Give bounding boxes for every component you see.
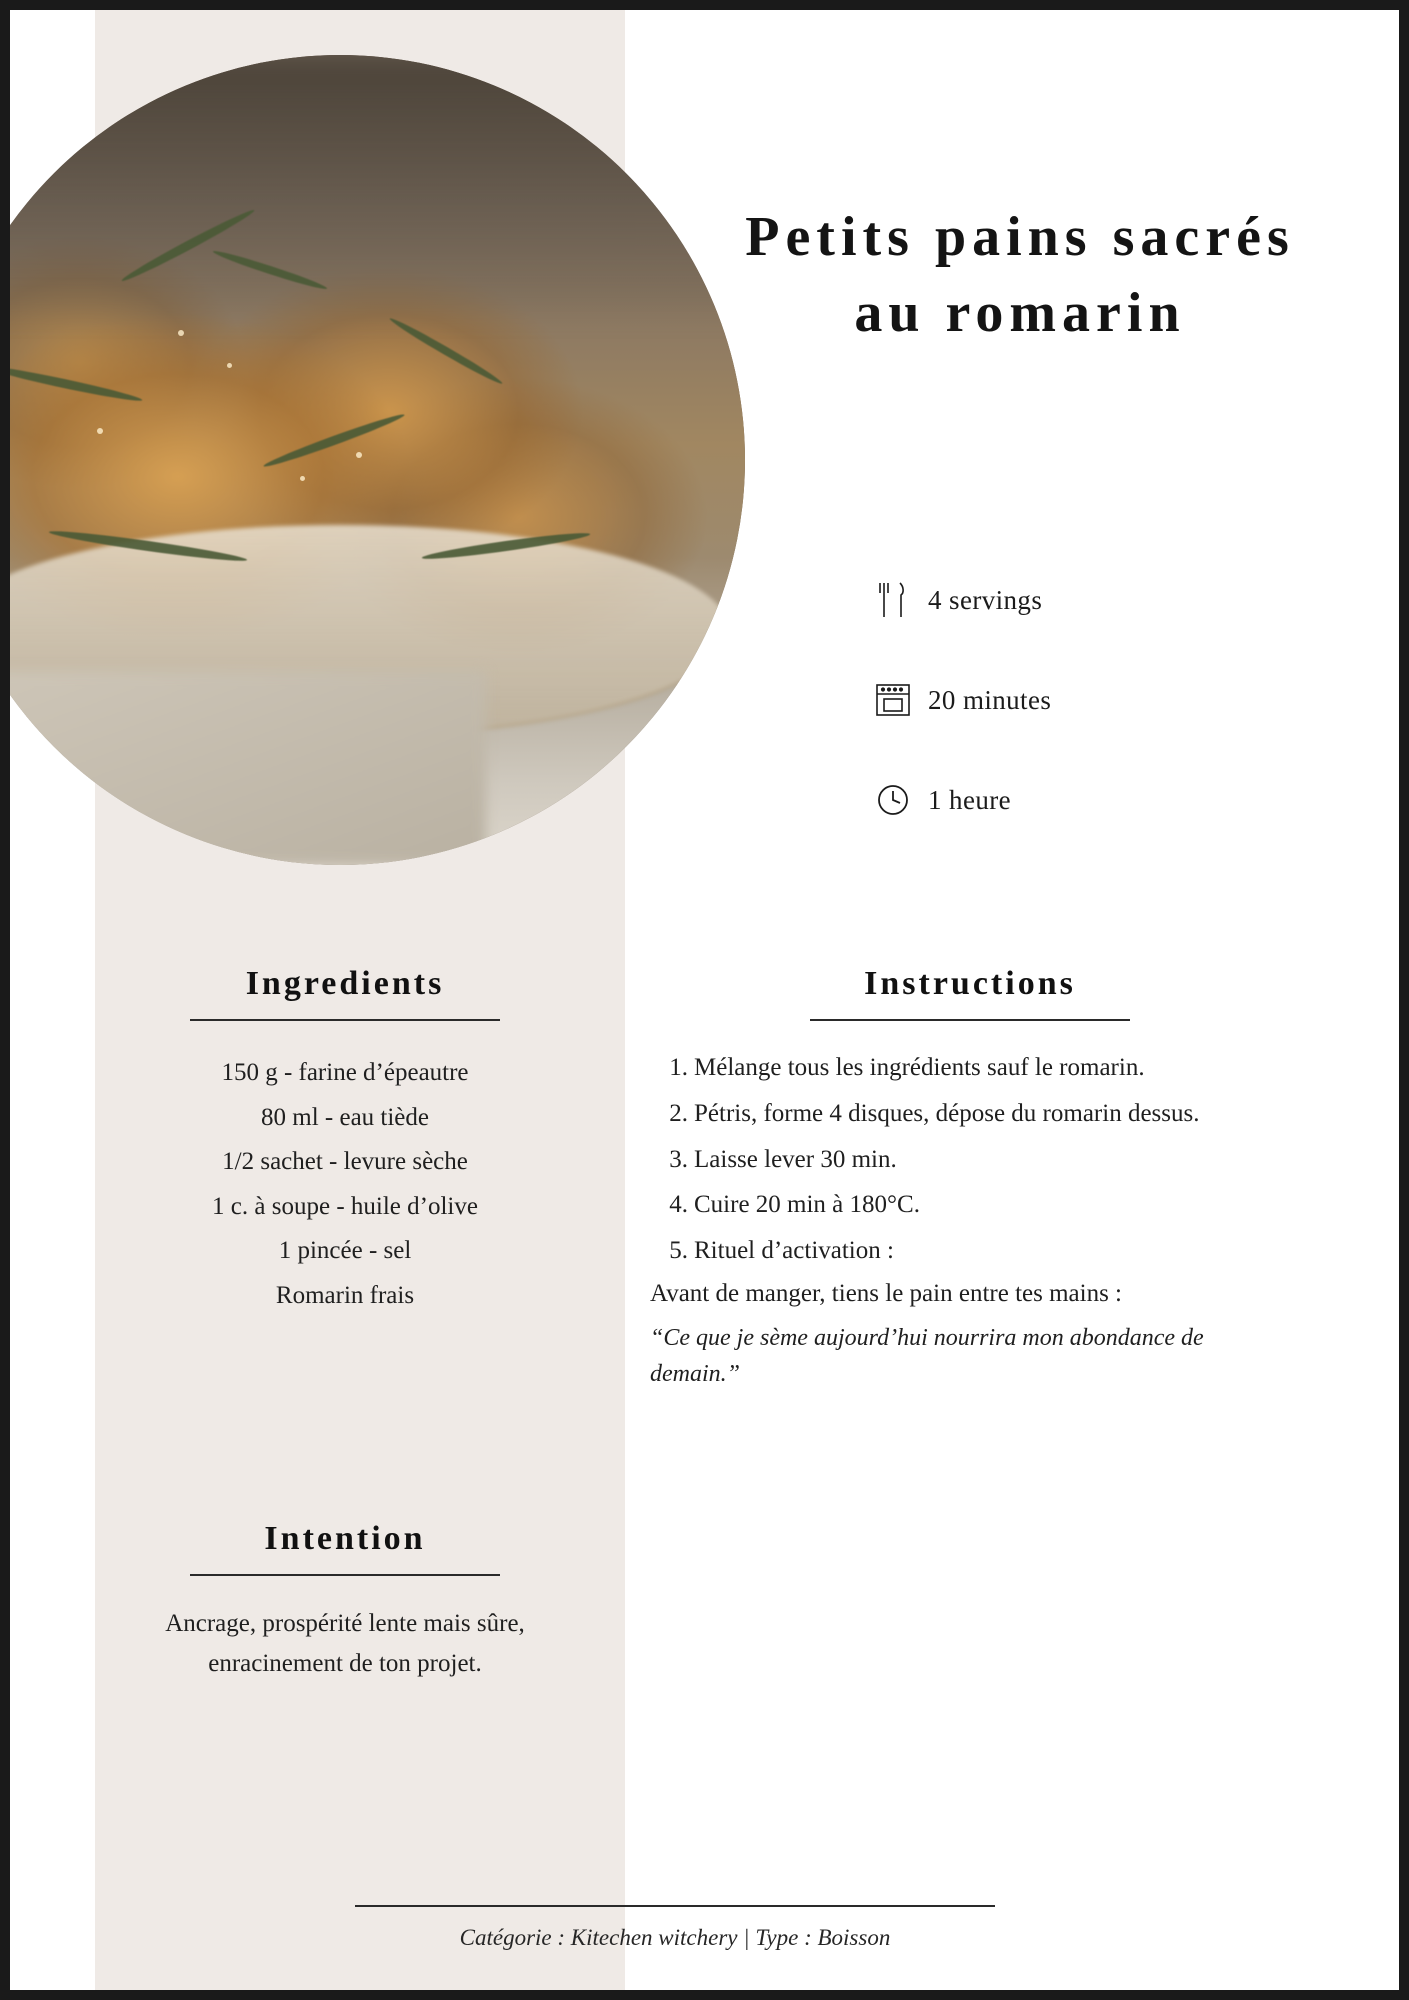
step-text: Pétris, forme 4 disques, dépose du romarin dessus.	[694, 1099, 1200, 1127]
meta-text-servings: 4 servings	[928, 584, 1043, 615]
seed-speck	[300, 476, 305, 481]
instructions-divider	[810, 1019, 1130, 1021]
step-number: 1.	[669, 1054, 688, 1081]
list-item: 1 c. à soupe - huile d’olive	[212, 1192, 478, 1220]
seed-speck	[97, 428, 103, 434]
ingredients-divider	[190, 1019, 500, 1021]
meta-row-baketime	[870, 650, 1300, 750]
intention-heading: Intention	[264, 1520, 426, 1557]
recipe-meta	[870, 550, 1300, 850]
oven-icon	[870, 677, 916, 723]
instructions-list	[650, 1051, 1290, 1268]
intention-text: Ancrage, prospérité lente mais sûre, enracinement de ton projet.	[165, 1610, 525, 1677]
step-text: Cuire 20 min à 180°C.	[694, 1191, 920, 1219]
step-text: Laisse lever 30 min.	[694, 1145, 897, 1173]
list-item	[650, 1097, 1290, 1131]
list-item: 150 g - farine d’épeautre	[221, 1059, 469, 1086]
instructions-note: Avant de manger, tiens le pain entre tes mains :	[650, 1279, 1122, 1307]
intention-divider	[190, 1574, 500, 1576]
step-text: Mélange tous les ingrédients sauf le romarin.	[694, 1054, 1145, 1081]
instructions-heading: Instructions	[864, 965, 1076, 1002]
list-item: 80 ml - eau tiède	[261, 1103, 429, 1131]
list-item	[650, 1143, 1290, 1177]
recipe-photo	[10, 55, 745, 865]
step-number: 2.	[669, 1099, 688, 1127]
seed-speck	[227, 363, 232, 368]
list-item: Romarin frais	[275, 1281, 415, 1309]
cutlery-icon	[870, 577, 916, 623]
meta-row-servings	[870, 550, 1300, 650]
list-item	[650, 1188, 1290, 1222]
photo-background-blur	[10, 55, 745, 314]
footer-text: Catégorie : Kitechen witchery | Type : Boisson	[459, 1925, 891, 1950]
ingredients-heading: Ingredients	[245, 965, 445, 1002]
list-item	[650, 1234, 1290, 1268]
intention-section	[140, 1520, 550, 1684]
recipe-page	[10, 10, 1399, 1990]
list-item: 1/2 sachet - levure sèche	[222, 1148, 468, 1175]
instructions-quote: “Ce que je sème aujourd’hui nourrira mon abondance de demain.”	[650, 1324, 1204, 1387]
photo-napkin	[10, 671, 486, 865]
ingredients-section	[140, 965, 550, 1318]
meta-text-baketime: 20 minutes	[928, 684, 1052, 715]
meta-row-totaltime	[870, 750, 1300, 850]
list-item: 1 pincée - sel	[278, 1237, 412, 1264]
meta-text-totaltime: 1 heure	[928, 784, 1012, 815]
clock-icon	[870, 777, 916, 823]
step-number: 5.	[669, 1237, 688, 1264]
step-text: Rituel d’activation :	[694, 1237, 894, 1264]
ingredients-list	[140, 1051, 550, 1318]
instructions-section	[650, 965, 1290, 1392]
footer-divider	[355, 1905, 995, 1907]
page-title: Petits pains sacrés au romarin	[745, 206, 1295, 344]
list-item	[650, 1051, 1290, 1085]
step-number: 4.	[669, 1191, 688, 1219]
step-number: 3.	[669, 1145, 688, 1173]
